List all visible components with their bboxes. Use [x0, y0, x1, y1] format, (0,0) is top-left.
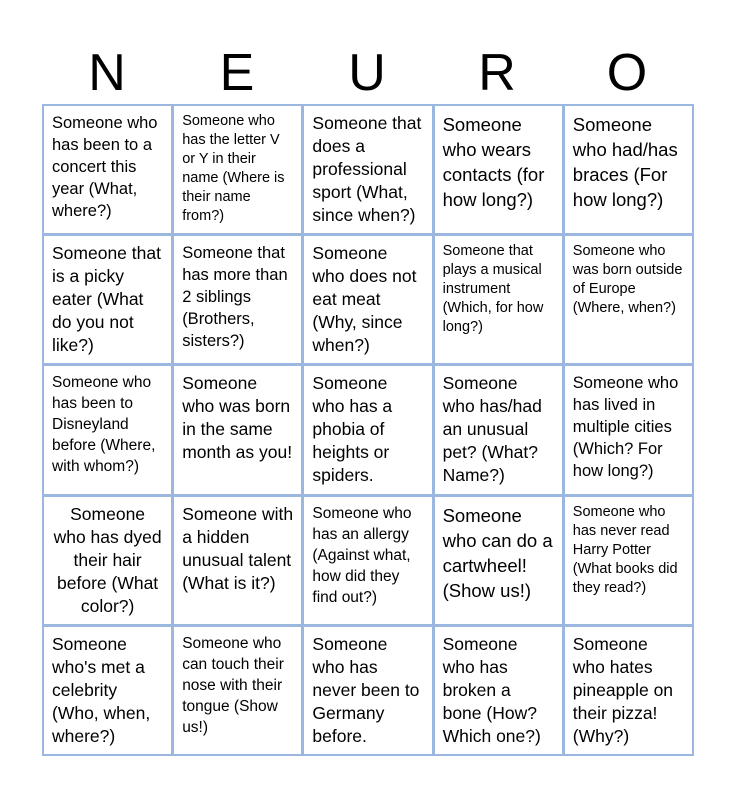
bingo-cell-r4c3[interactable]: Someone who has an allergy (Against what, how did they find out?) [304, 497, 431, 624]
header-letter-e: E [219, 44, 255, 102]
bingo-cell-r4c5[interactable]: Someone who has never read Harry Potter (What books did they read?) [565, 497, 692, 624]
bingo-cell-r3c4[interactable]: Someone who has/had an unusual pet? (What? Name?) [435, 366, 562, 493]
bingo-cell-r2c1[interactable]: Someone that is a picky eater (What do you not like?) [44, 236, 171, 363]
header-letter-r: R [478, 44, 516, 102]
bingo-header [42, 42, 692, 104]
bingo-cell-r1c2[interactable]: Someone who has the letter V or Y in their name (Where is their name from?) [174, 106, 301, 233]
bingo-cell-r1c1[interactable]: Someone who has been to a concert this year (What, where?) [44, 106, 171, 233]
bingo-cell-r1c3[interactable]: Someone that does a professional sport (What, since when?) [304, 106, 431, 233]
bingo-cell-r4c4[interactable]: Someone who can do a cartwheel! (Show us!) [435, 497, 562, 624]
header-letter-n: N [88, 44, 126, 102]
bingo-cell-r2c5[interactable]: Someone who was born outside of Europe (Where, when?) [565, 236, 692, 363]
bingo-cell-r5c3[interactable]: Someone who has never been to Germany before. [304, 627, 431, 754]
bingo-cell-r3c3[interactable]: Someone who has a phobia of heights or spiders. [304, 366, 431, 493]
bingo-grid [42, 104, 694, 756]
bingo-cell-r5c4[interactable]: Someone who has broken a bone (How? Which one?) [435, 627, 562, 754]
bingo-cell-r5c1[interactable]: Someone who's met a celebrity (Who, when, where?) [44, 627, 171, 754]
bingo-cell-r1c4[interactable]: Someone who wears contacts (for how long?) [435, 106, 562, 233]
bingo-cell-r5c5[interactable]: Someone who hates pineapple on their pizza! (Why?) [565, 627, 692, 754]
bingo-cell-r5c2[interactable]: Someone who can touch their nose with their tongue (Show us!) [174, 627, 301, 754]
bingo-cell-r3c2[interactable]: Someone who was born in the same month as you! [174, 366, 301, 493]
bingo-cell-r2c2[interactable]: Someone that has more than 2 siblings (Brothers, sisters?) [174, 236, 301, 363]
bingo-cell-r2c4[interactable]: Someone that plays a musical instrument (Which, for how long?) [435, 236, 562, 363]
header-letter-o: O [606, 44, 648, 102]
bingo-cell-r3c1[interactable]: Someone who has been to Disneyland before (Where, with whom?) [44, 366, 171, 493]
bingo-cell-r3c5[interactable]: Someone who has lived in multiple cities (Which? For how long?) [565, 366, 692, 493]
bingo-cell-r1c5[interactable]: Someone who had/has braces (For how long?) [565, 106, 692, 233]
header-letter-u: U [348, 44, 386, 102]
bingo-cell-r4c2[interactable]: Someone with a hidden unusual talent (What is it?) [174, 497, 301, 624]
bingo-cell-r2c3[interactable]: Someone who does not eat meat (Why, since when?) [304, 236, 431, 363]
bingo-cell-r4c1[interactable]: Someone who has dyed their hair before (What color?) [44, 497, 171, 624]
